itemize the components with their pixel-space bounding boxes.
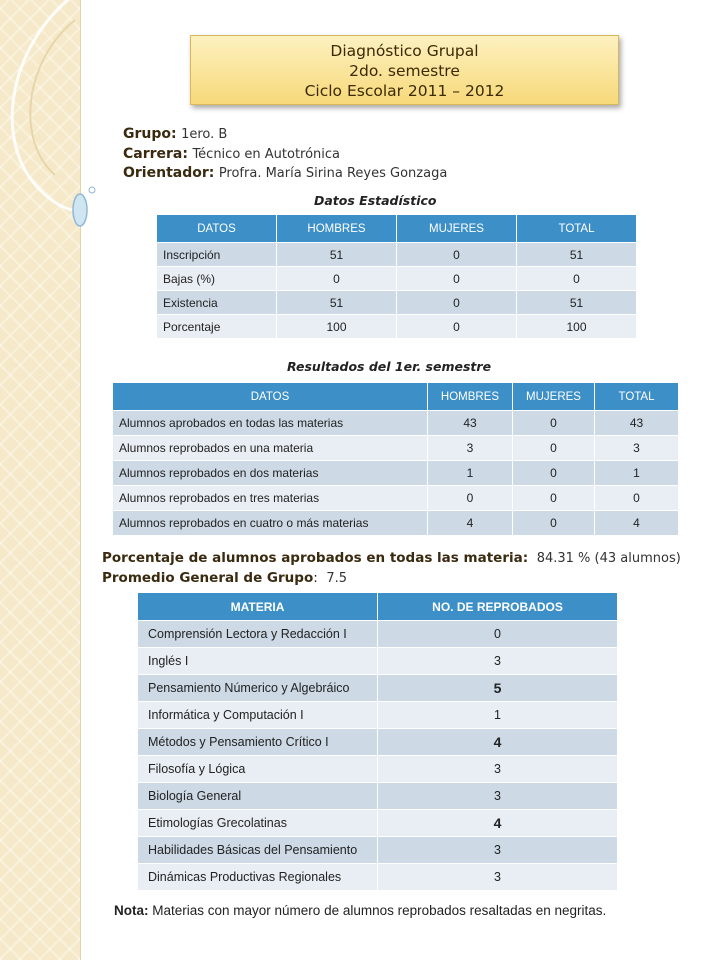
table-row: [157, 243, 637, 267]
group-average-line: [102, 570, 347, 586]
pct-approved-label: Porcentaje de alumnos aprobados en todas las materia:: [102, 550, 529, 566]
stats-cell: 0: [397, 243, 517, 267]
table-row: [157, 315, 637, 339]
group-average-value: 7.5: [326, 571, 348, 586]
subject-name: Comprensión Lectora y Redacción I: [138, 621, 378, 648]
stats-header-hombres: HOMBRES: [277, 215, 397, 243]
carrera-label: Carrera:: [123, 146, 188, 162]
subject-name: Pensamiento Númerico y Algebráico: [138, 675, 378, 702]
subject-name: Habilidades Básicas del Pensamiento: [138, 837, 378, 864]
results-cell: Alumnos aprobados en todas las materias: [113, 411, 428, 436]
subjects-table: [137, 592, 618, 891]
info-grupo: [123, 126, 227, 142]
stats-cell: Existencia: [157, 291, 277, 315]
results-cell: Alumnos reprobados en una materia: [113, 436, 428, 461]
decorative-swirl-icon: [0, 0, 120, 300]
note-text: Materias con mayor número de alumnos reprobados resaltadas en negritas.: [148, 903, 607, 918]
results-header-datos: DATOS: [113, 383, 428, 411]
results-cell: 3: [428, 436, 513, 461]
stats-cell: 100: [517, 315, 637, 339]
table-row: [113, 486, 679, 511]
table-row: [138, 810, 618, 837]
stats-cell: Inscripción: [157, 243, 277, 267]
results-cell: 0: [428, 486, 513, 511]
results-caption: Resultados del 1er. semestre: [287, 359, 492, 374]
subject-name: Filosofía y Lógica: [138, 756, 378, 783]
results-cell: 0: [513, 511, 595, 536]
subject-name: Informática y Computación I: [138, 702, 378, 729]
table-row: [113, 436, 679, 461]
results-header-total: TOTAL: [595, 383, 679, 411]
stats-cell: 100: [277, 315, 397, 339]
stats-cell: 0: [397, 291, 517, 315]
stats-cell: 51: [517, 291, 637, 315]
table-row: [138, 648, 618, 675]
info-orientador: [123, 165, 447, 181]
subject-name: Etimologías Grecolatinas: [138, 810, 378, 837]
table-row: [138, 621, 618, 648]
subject-failed-count: 3: [378, 756, 618, 783]
subject-failed-count: 3: [378, 837, 618, 864]
stats-cell: 0: [397, 267, 517, 291]
table-row: [138, 837, 618, 864]
subject-name: Biología General: [138, 783, 378, 810]
table-row: [157, 267, 637, 291]
note-label: Nota:: [114, 903, 149, 918]
stats-header-mujeres: MUJERES: [397, 215, 517, 243]
table-row: [157, 291, 637, 315]
stats-cell: 51: [277, 291, 397, 315]
results-cell: 0: [513, 411, 595, 436]
table-row: [138, 756, 618, 783]
title-banner: [190, 35, 619, 105]
table-row: [113, 511, 679, 536]
orientador-value: Profra. María Sirina Reyes Gonzaga: [218, 166, 448, 181]
orientador-label: Orientador:: [123, 165, 215, 181]
results-cell: 3: [595, 436, 679, 461]
pct-approved-value: 84.31 % (43 alumnos): [536, 551, 681, 566]
results-cell: Alumnos reprobados en dos materias: [113, 461, 428, 486]
grupo-label: Grupo:: [123, 126, 177, 142]
results-cell: 0: [513, 436, 595, 461]
stats-caption: Datos Estadístico: [314, 193, 437, 208]
title-line-1: Diagnóstico Grupal: [330, 42, 479, 60]
results-cell: 4: [595, 511, 679, 536]
stats-cell: 0: [277, 267, 397, 291]
info-carrera: [123, 146, 340, 162]
results-header-hombres: HOMBRES: [428, 383, 513, 411]
grupo-value: 1ero. B: [181, 127, 228, 142]
results-cell: 0: [513, 461, 595, 486]
table-row: [138, 783, 618, 810]
stats-cell: 0: [517, 267, 637, 291]
stats-table: [156, 214, 637, 339]
results-cell: 1: [595, 461, 679, 486]
subjects-header-materia: MATERIA: [138, 593, 378, 621]
results-cell: 43: [428, 411, 513, 436]
results-cell: 1: [428, 461, 513, 486]
results-cell: 0: [595, 486, 679, 511]
results-cell: Alumnos reprobados en cuatro o más materias: [113, 511, 428, 536]
subject-name: Inglés I: [138, 648, 378, 675]
group-average-label: Promedio General de Grupo: [102, 570, 314, 586]
stats-header-total: TOTAL: [517, 215, 637, 243]
subject-failed-count: 5: [378, 675, 618, 702]
subject-name: Dinámicas Productivas Regionales: [138, 864, 378, 891]
subject-failed-count: 0: [378, 621, 618, 648]
results-cell: 0: [513, 486, 595, 511]
title-line-3: Ciclo Escolar 2011 – 2012: [304, 82, 505, 100]
results-table: [112, 382, 679, 536]
table-row: [138, 864, 618, 891]
table-row: [138, 729, 618, 756]
subject-name: Métodos y Pensamiento Crítico I: [138, 729, 378, 756]
stats-cell: 51: [517, 243, 637, 267]
subject-failed-count: 3: [378, 864, 618, 891]
results-cell: 4: [428, 511, 513, 536]
subject-failed-count: 3: [378, 783, 618, 810]
subject-failed-count: 4: [378, 810, 618, 837]
footnote: [114, 903, 606, 918]
stats-cell: 51: [277, 243, 397, 267]
group-average-colon: :: [313, 570, 318, 586]
stats-cell: Bajas (%): [157, 267, 277, 291]
results-cell: Alumnos reprobados en tres materias: [113, 486, 428, 511]
subject-failed-count: 4: [378, 729, 618, 756]
table-row: [113, 461, 679, 486]
table-row: [113, 411, 679, 436]
carrera-value: Técnico en Autotrónica: [192, 147, 341, 162]
subject-failed-count: 3: [378, 648, 618, 675]
title-line-2: 2do. semestre: [349, 62, 460, 80]
decorative-side-panel: [0, 0, 81, 960]
stats-cell: Porcentaje: [157, 315, 277, 339]
subjects-header-reprobados: NO. DE REPROBADOS: [378, 593, 618, 621]
table-row: [138, 702, 618, 729]
pct-approved-line: [102, 550, 681, 566]
subject-failed-count: 1: [378, 702, 618, 729]
stats-header-datos: DATOS: [157, 215, 277, 243]
stats-cell: 0: [397, 315, 517, 339]
table-row: [138, 675, 618, 702]
results-cell: 43: [595, 411, 679, 436]
results-header-mujeres: MUJERES: [513, 383, 595, 411]
